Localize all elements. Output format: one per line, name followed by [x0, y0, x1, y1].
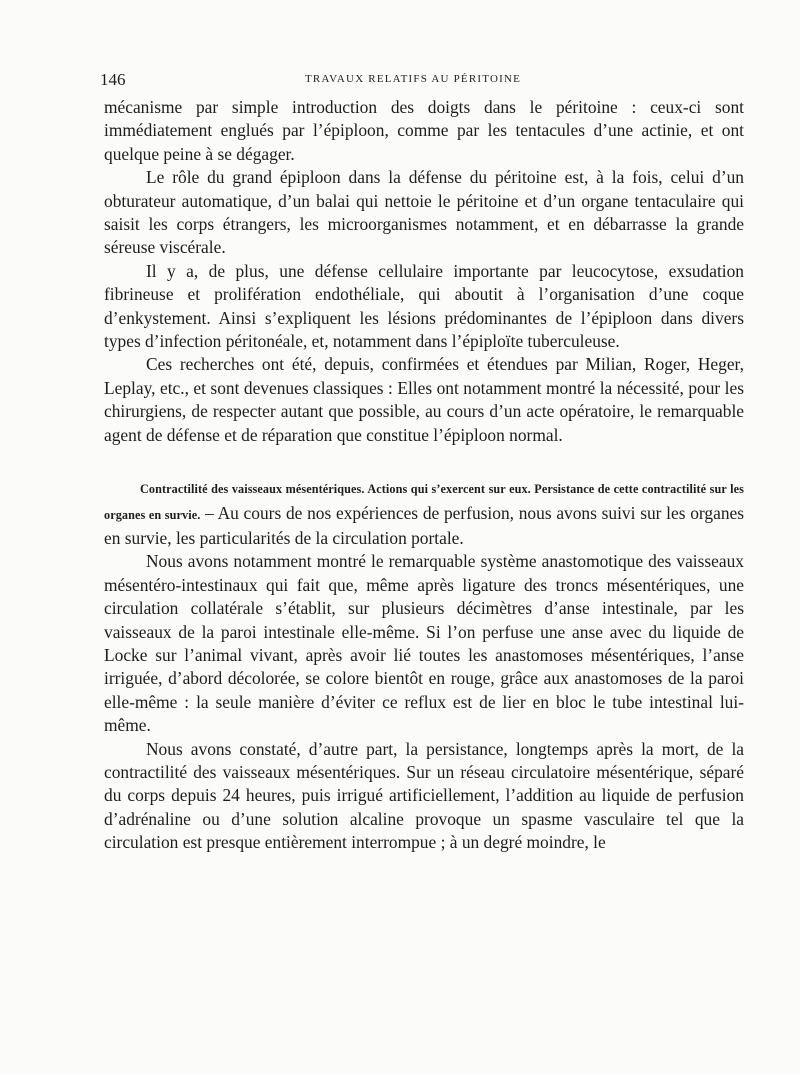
paragraph: Nous avons constaté, d’autre part, la persistance, longtemps après la mort, de la contractilité des vaisseaux mésentériques. Sur un réseau circulatoire mésentérique, séparé du corps depuis 24 heures, puis irrigué artificiellement, l’addition au liquide de perfusion d’adrénaline ou d’une solution alcaline provoque un spasme vasculaire tel que la circulation est presque entièrement interrompue ; à un degré moindre, le [104, 738, 744, 853]
section-heading: Contractilité des vaisseaux mésentériques. Actions qui s’exercent sur eux. Persistance de cette contractilité sur les organes en survie. [104, 482, 744, 522]
body-text [104, 96, 744, 855]
section-spacer [104, 447, 744, 476]
paragraph: Le rôle du grand épiploon dans la défense du péritoine est, à la fois, celui d’un obturateur automatique, d’un balai qui nettoie le péritoine et d’un organe tentaculaire qui saisit les corps étrangers, les microorganismes notamment, et en débarrasse la grande séreuse viscérale. [104, 167, 744, 258]
paragraph: Ces recherches ont été, depuis, confirmées et étendues par Milian, Roger, Heger, Leplay, etc., et sont devenues classiques : Elles ont notamment montré la nécessité, pour les chirurgiens, de respecter autant que possible, au cours d’un acte opératoire, le remarquable agent de défense et de réparation que constitue l’épiploon normal. [104, 354, 744, 445]
section-paragraph [104, 476, 744, 550]
paragraph: Nous avons notamment montré le remarquable système anastomotique des vaisseaux mésentéro-intestinaux qui fait que, même après ligature des troncs mésentériques, une circulation collatérale s’établit, sur plusieurs décimètres d’anse intestinale, par les vaisseaux de la paroi intestinale elle-même. Si l’on perfuse une anse avec du liquide de Locke sur l’animal vivant, après avoir lié toutes les anastomoses mésentériques, l’anse irriguée, d’abord décolorée, se colore bientôt en rouge, grâce aux anastomoses de la paroi elle-même : la seule manière d’éviter ce reflux est de lier en bloc le tube intestinal lui-même. [104, 551, 744, 736]
paragraph: Il y a, de plus, une défense cellulaire importante par leucocytose, exsudation fibrineuse et prolifération endothéliale, qui aboutit à l’organisation d’une coque d’enkystement. Ainsi s’expliquent les lésions prédominantes de l’épiploon dans divers types d’infection péritonéale, et, notamment dans l’épiploïte tuberculeuse. [104, 260, 744, 352]
running-header [100, 70, 755, 94]
paragraph: mécanisme par simple introduction des doigts dans le péritoine : ceux-ci sont immédiatement englués par l’épiploon, comme par les tentacules d’une actinie, et ont quelque peine à se dégager. [104, 97, 744, 164]
running-title: TRAVAUX RELATIFS AU PÉRITOINE [305, 73, 522, 85]
section-lead-text: – Au cours de nos expériences de perfusion, nous avons suivi sur les organes en survie, les particularités de la circulation portale. [104, 502, 745, 548]
page-number: 146 [100, 70, 126, 89]
